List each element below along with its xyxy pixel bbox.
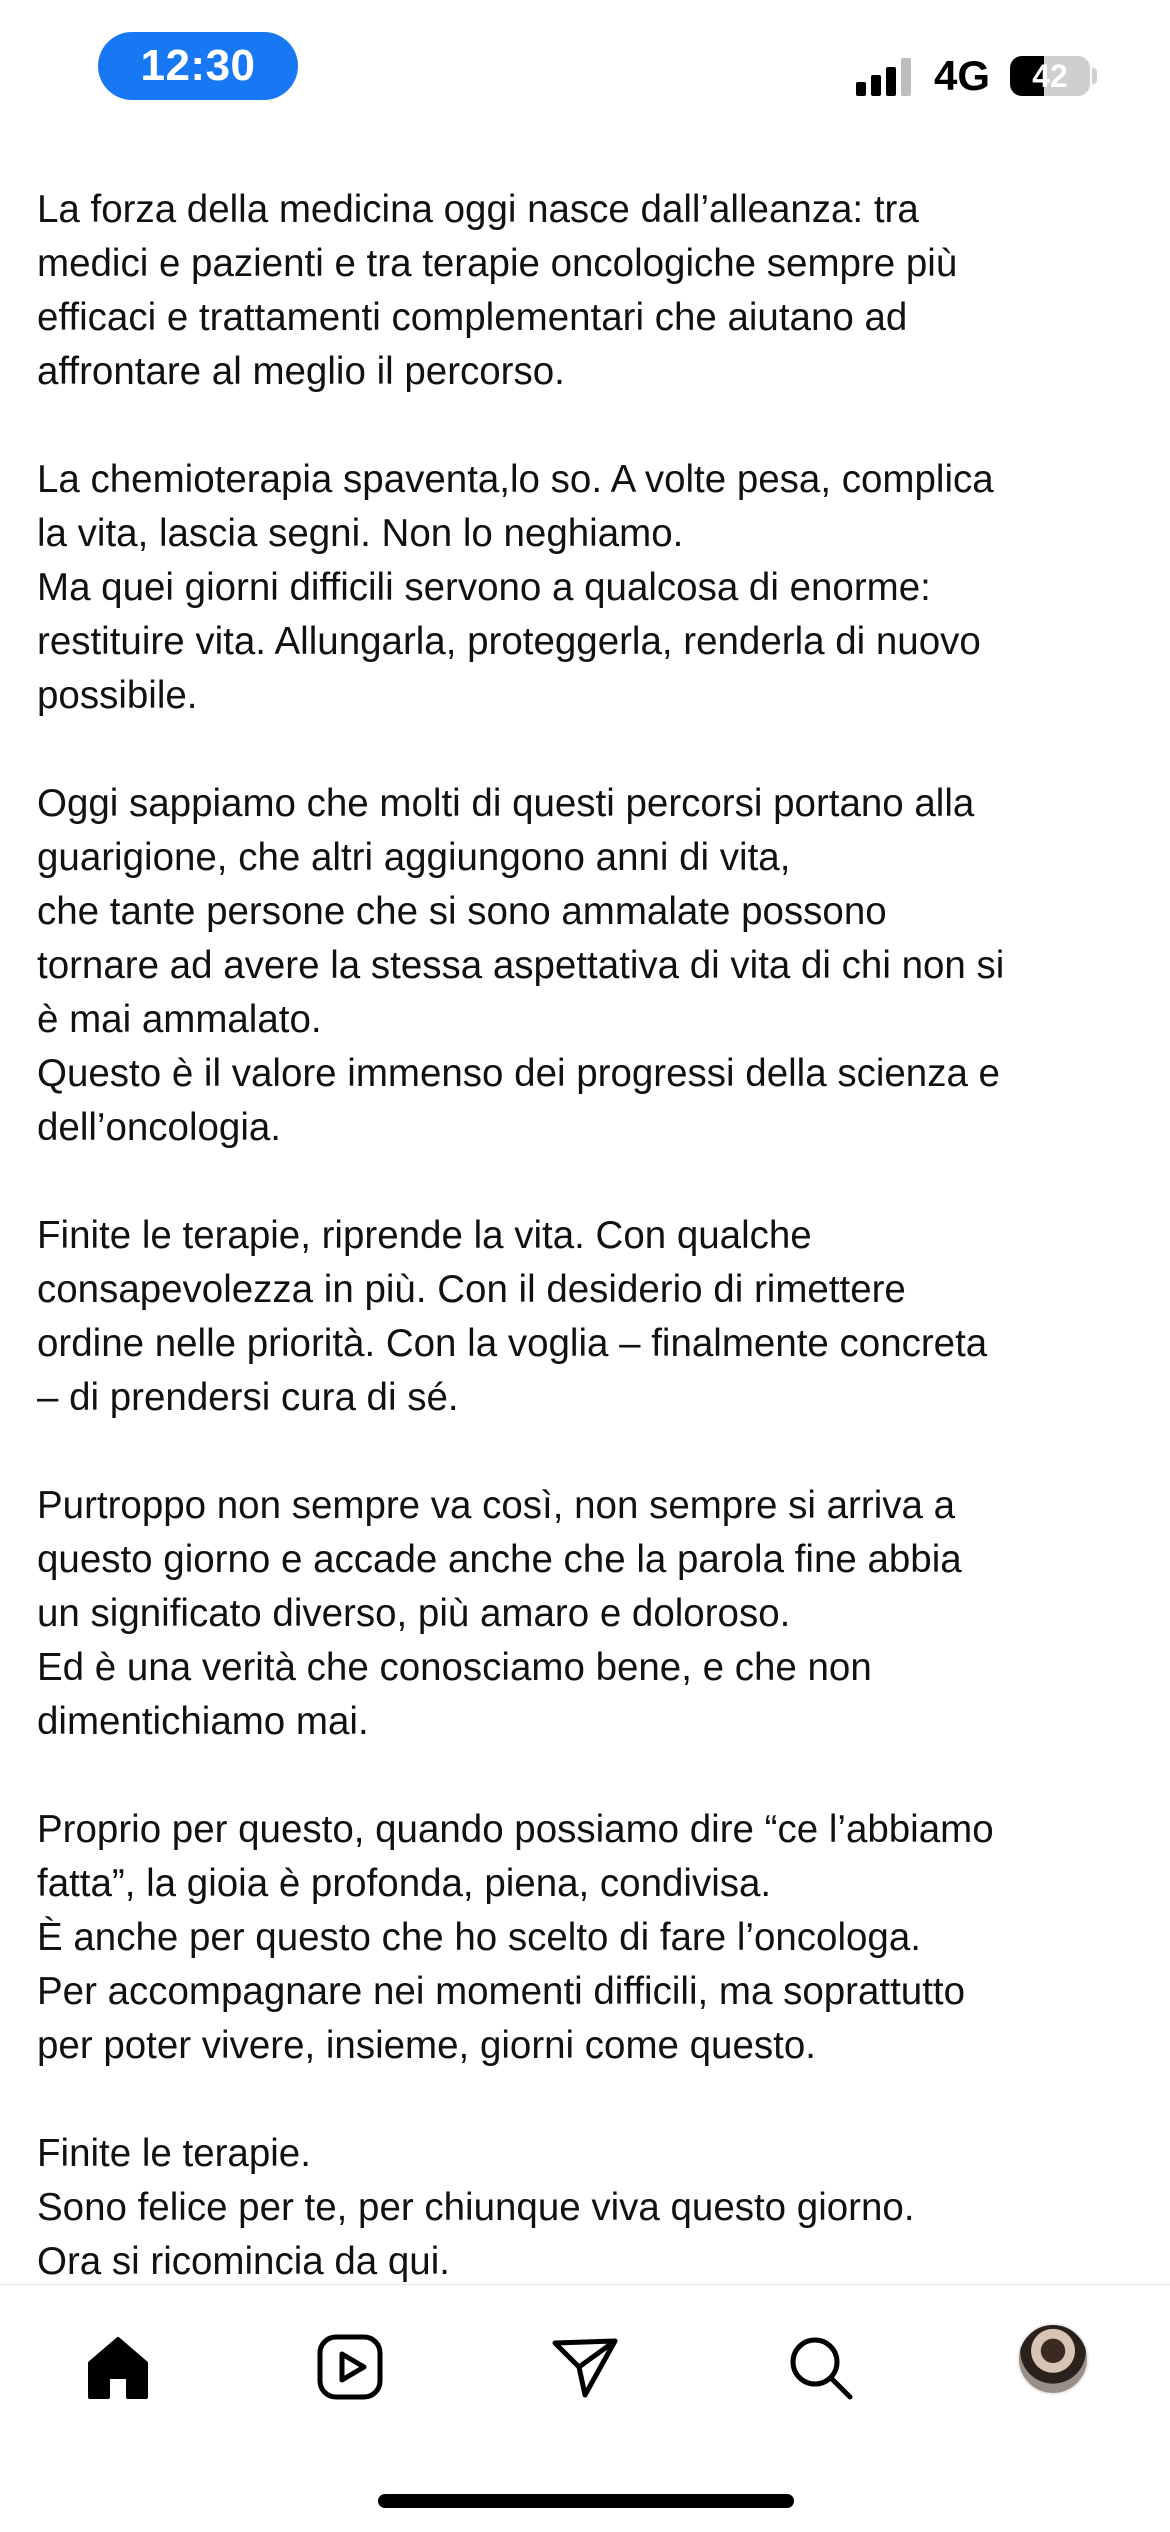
- nav-messages-button[interactable]: [545, 2327, 625, 2407]
- caption-line: possibile.: [37, 674, 198, 717]
- cellular-signal-icon: [856, 58, 916, 96]
- caption-line: fatta”, la gioia è profonda, piena, condivisa.: [37, 1862, 772, 1905]
- caption-line: È anche per questo che ho scelto di fare l’oncologa.: [37, 1916, 921, 1959]
- caption-line: La forza della medicina oggi nasce dall’alleanza: tra: [37, 188, 919, 231]
- caption-paragraph: [37, 186, 1137, 396]
- caption-line: Sono felice per te, per chiunque viva questo giorno.: [37, 2186, 915, 2229]
- status-bar: [0, 0, 1170, 130]
- status-time[interactable]: 12:30: [98, 32, 298, 100]
- caption-line: La chemioterapia spaventa,lo so. A volte pesa, complica: [37, 458, 994, 501]
- caption-paragraph: [37, 780, 1137, 1152]
- post-caption: [37, 186, 1137, 2360]
- caption-line: Finite le terapie, riprende la vita. Con qualche: [37, 1214, 812, 1257]
- nav-reels-button[interactable]: [310, 2327, 390, 2407]
- bottom-nav: [0, 2284, 1170, 2434]
- caption-line: affrontare al meglio il percorso.: [37, 350, 565, 393]
- caption-line: Proprio per questo, quando possiamo dire “ce l’abbiamo: [37, 1808, 994, 1851]
- caption-line: Ed è una verità che conosciamo bene, e che non: [37, 1646, 872, 1689]
- network-type: 4G: [934, 52, 991, 99]
- caption-paragraph: [37, 456, 1137, 720]
- caption-line: questo giorno e accade anche che la parola fine abbia: [37, 1538, 962, 1581]
- reels-icon: [314, 2331, 386, 2403]
- caption-line: consapevolezza in più. Con il desiderio di rimettere: [37, 1268, 906, 1311]
- caption-line: Ora si ricomincia da qui.: [37, 2240, 450, 2283]
- nav-search-button[interactable]: [780, 2327, 860, 2407]
- caption-line: Ma quei giorni difficili servono a qualcosa di enorme:: [37, 566, 931, 609]
- caption-line: ordine nelle priorità. Con la voglia – finalmente concreta: [37, 1322, 988, 1365]
- caption-paragraph: [37, 1806, 1137, 2070]
- caption-line: è mai ammalato.: [37, 998, 322, 1041]
- caption-line: Finite le terapie.: [37, 2132, 311, 2175]
- caption-line: dell’oncologia.: [37, 1106, 282, 1149]
- battery-icon: [1010, 56, 1090, 96]
- nav-profile-avatar[interactable]: [1017, 2323, 1089, 2395]
- caption-line: – di prendersi cura di sé.: [37, 1376, 459, 1419]
- caption-line: Purtroppo non sempre va così, non sempre si arriva a: [37, 1484, 956, 1527]
- home-icon: [82, 2331, 154, 2403]
- caption-line: guarigione, che altri aggiungono anni di vita,: [37, 836, 791, 879]
- caption-line: dimentichiamo mai.: [37, 1700, 369, 1743]
- caption-line: per poter vivere, insieme, giorni come questo.: [37, 2024, 816, 2067]
- caption-line: Questo è il valore immenso dei progressi della scienza e: [37, 1052, 1000, 1095]
- caption-paragraph: [37, 1482, 1137, 1746]
- caption-line: medici e pazienti e tra terapie oncologiche sempre più: [37, 242, 958, 285]
- caption-line: Per accompagnare nei momenti difficili, ma soprattutto: [37, 1970, 966, 2013]
- battery-tip: [1092, 68, 1097, 84]
- nav-home-button[interactable]: [78, 2327, 158, 2407]
- caption-line: efficaci e trattamenti complementari che aiutano ad: [37, 296, 908, 339]
- caption-line: Oggi sappiamo che molti di questi percorsi portano alla: [37, 782, 975, 825]
- caption-line: un significato diverso, più amaro e doloroso.: [37, 1592, 791, 1635]
- home-indicator[interactable]: [378, 2494, 794, 2508]
- caption-line: tornare ad avere la stessa aspettativa di vita di chi non si: [37, 944, 1005, 987]
- caption-line: restituire vita. Allungarla, proteggerla, renderla di nuovo: [37, 620, 981, 663]
- battery-percent: 42: [1032, 57, 1068, 94]
- caption-line: la vita, lascia segni. Non lo neghiamo.: [37, 512, 684, 555]
- search-icon: [784, 2331, 856, 2403]
- caption-line: che tante persone che si sono ammalate possono: [37, 890, 887, 933]
- caption-paragraph: [37, 1212, 1137, 1422]
- send-icon: [549, 2331, 621, 2403]
